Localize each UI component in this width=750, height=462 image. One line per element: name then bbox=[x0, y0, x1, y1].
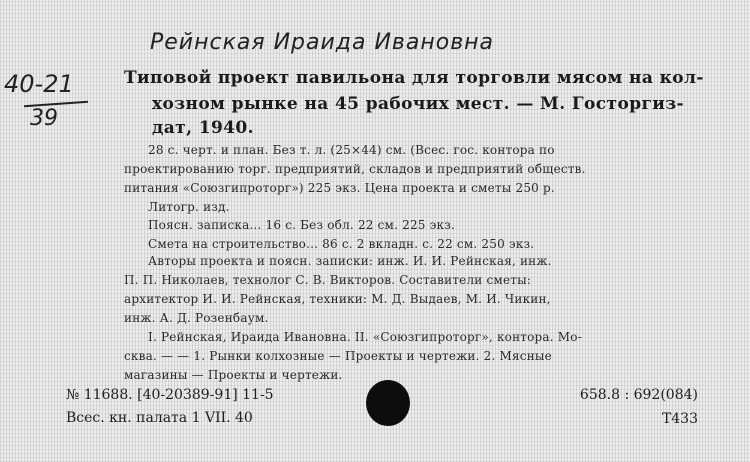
index-line-1: I. Рейнская, Ираида Ивановна. II. «Союзгипроторг», контора. Мо- bbox=[148, 330, 582, 344]
index-line-2: сква. — — 1. Рынки колхозные — Проекты и чертежи. 2. Мясные bbox=[124, 349, 552, 363]
authors-line-2: П. П. Николаев, технолог С. В. Викторов. Составители сметы: bbox=[124, 273, 532, 287]
title-line-3: дат, 1940. bbox=[152, 118, 254, 138]
description-line-6: Смета на строительство... 86 с. 2 вкладн. с. 22 см. 250 экз. bbox=[148, 237, 535, 251]
chamber-date: Всес. кн. палата 1 VII. 40 bbox=[66, 410, 253, 426]
ink-blot bbox=[366, 380, 410, 426]
description-line-1: 28 с. черт. и план. Без т. л. (25×44) см. (Всес. гос. контора по bbox=[148, 143, 555, 157]
authors-line-1: Авторы проекта и поясн. записки: инж. И. И. Рейнская, инж. bbox=[148, 254, 552, 268]
title-line-2: хозном рынке на 45 рабочих мест. — М. Госторгиз- bbox=[152, 94, 685, 114]
record-number: № 11688. [40-20389-91] 11-5 bbox=[66, 387, 274, 403]
title-line-1: Типовой проект павильона для торговли мясом на кол- bbox=[124, 68, 704, 88]
classification-code: 658.8 : 692(084) bbox=[579, 387, 698, 403]
authors-line-3: архитектор И. И. Рейнская, техники: М. Д. Выдаев, М. И. Чикин, bbox=[124, 292, 551, 306]
author-mark: Т433 bbox=[661, 411, 698, 427]
description-line-3: питания «Союзгипроторг») 225 экз. Цена проекта и сметы 250 р. bbox=[124, 181, 555, 195]
authors-line-4: инж. А. Д. Розенбаум. bbox=[124, 311, 269, 325]
description-line-2: проектированию торг. предприятий, складов и предприятий обществ. bbox=[124, 162, 586, 176]
index-line-3: магазины — Проекты и чертежи. bbox=[124, 368, 343, 382]
call-number-top: 40-21 bbox=[4, 70, 74, 98]
description-line-4: Литогр. изд. bbox=[148, 200, 230, 214]
description-line-5: Поясн. записка... 16 с. Без обл. 22 см. 225 экз. bbox=[148, 218, 456, 232]
call-number-bottom: 39 bbox=[30, 106, 58, 131]
handwritten-author-name: Рейнская Ираида Ивановна bbox=[150, 30, 495, 55]
